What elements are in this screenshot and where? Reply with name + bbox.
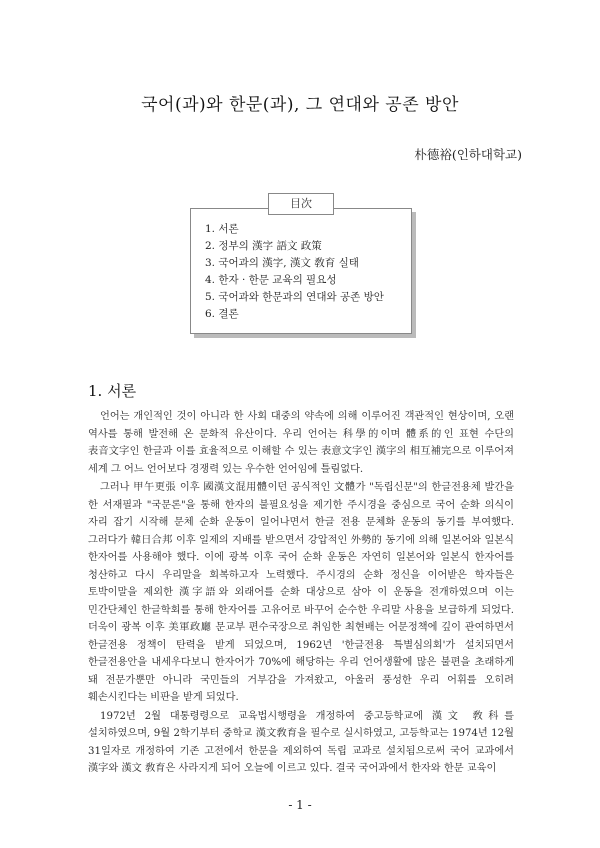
section-heading: 1. 서론 bbox=[88, 382, 137, 400]
toc-item: 2. 정부의 漢字 語文 政策 bbox=[205, 240, 322, 252]
toc-item: 5. 국어과와 한문과의 연대와 공존 방안 bbox=[205, 291, 384, 303]
table-of-contents bbox=[190, 208, 412, 334]
paragraph: 언어는 개인적인 것이 아니라 한 사회 대중의 약속에 의해 이루어진 객관적인 현상이며, 오랜 역사를 통해 발전해 온 문화적 유산이다. 우리 언어는 科學的이며 體系的인 표현 수단의 表音文字인 한글과 이를 효율적으로 이해할 수 있는 表意文字인 漢字의 相互補完으로 이루어져 세계 그 어느 언어보다 경쟁력 있는 우수한 언어임에 틀림없다. bbox=[88, 411, 514, 475]
toc-item: 4. 한자 · 한문 교육의 필요성 bbox=[205, 274, 337, 286]
body-text bbox=[88, 408, 514, 779]
toc-item: 1. 서론 bbox=[205, 223, 239, 235]
paragraph: 그러나 甲午更張 이후 國漢文混用體이던 공식적인 文體가 "독립신문"의 한글전용체 발간을 한 서재필과 "국문론"을 통해 한자의 불필요성을 제기한 주시경을 중심으로 국어 순화 의식이 자리 잡기 시작해 문체 순화 운동이 일어나면서 한글 전용 문체화 운동의 동기를 부여했다. 그러다가 韓日合邦 이후 일제의 지배를 받으면서 강압적인 外勢的 동기에 의해 일본어와 일본식 한자어를 사용해야 했다. 이에 광복 이후 국어 순화 운동은 자연히 일본어와 일본식 한자어를 청산하고 다시 우리말을 회복하고자 노력했다. 주시경의 순화 정신을 이어받은 학자들은 토박이말을 제외한 漢字語와 외래어를 순화 대상으로 삼아 이 운동을 전개하였으며 이는 민간단체인 한글학회를 통해 한자어를 고유어로 바꾸어 순수한 우리말 사용을 보급하게 되었다. 더욱이 광복 이후 美軍政廳 문교부 편수국장으로 취임한 최현배는 어문정책에 깊이 관여하면서 한글전용 정책이 탄력을 받게 되었으며, 1962년 '한글전용 특별심의회'가 설치되면서 한글전용안을 내세우다보니 한자어가 70%에 해당하는 우리 언어생활에 많은 불편을 초래하게 돼 전문가뿐만 아니라 국민들의 거부감을 가져왔고, 아울러 풍성한 우리 어휘를 오히려 훼손시킨다는 비판을 받게 되었다. bbox=[88, 482, 514, 703]
page-number: - 1 - bbox=[288, 798, 312, 812]
toc-item: 3. 국어과의 漢字, 漢文 敎育 실태 bbox=[205, 257, 359, 269]
document-title: 국어(과)와 한문(과), 그 연대와 공존 방안 bbox=[141, 95, 459, 115]
toc-label: 目次 bbox=[268, 193, 334, 215]
author-line: 朴德裕(인하대학교) bbox=[414, 147, 522, 162]
paragraph: 1972년 2월 대통령령으로 교육법시행령을 개정하여 중고등학교에 漢文 敎科를 설치하였으며, 9월 2학기부터 중학교 漢文敎育을 필수로 실시하였고, 고등학교는 1974년 12월 31일자로 개정하여 기존 고전에서 한문을 제외하여 독립 교과로 설치됨으로써 국어 교과에서 漢字와 漢文 敎育은 사라지게 되어 오늘에 이르고 있다. 결국 국어과에서 한자와 한문 교육이 bbox=[88, 710, 514, 774]
toc-list bbox=[205, 221, 384, 323]
toc-item: 6. 결론 bbox=[205, 308, 239, 320]
